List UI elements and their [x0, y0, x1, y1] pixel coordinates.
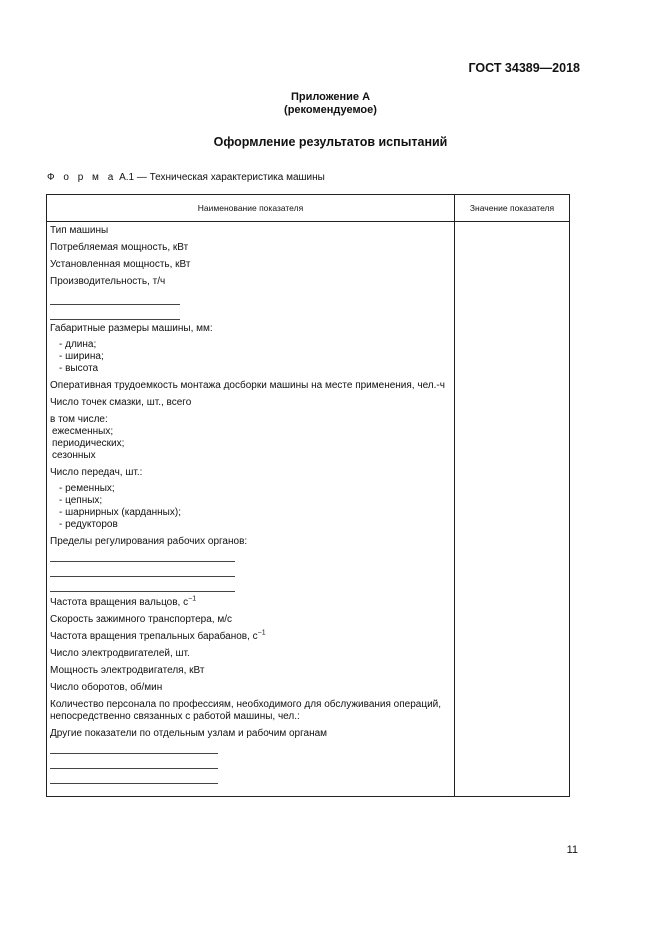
- table-header-row: [47, 195, 570, 222]
- section-title: Оформление результатов испытаний: [213, 135, 448, 149]
- dim-height: - высота: [59, 363, 99, 374]
- dim-width: - ширина;: [59, 351, 104, 362]
- roller-speed-label: Частота вращения вальцов, с: [50, 597, 189, 608]
- lube-periodic: периодических;: [52, 438, 125, 449]
- value-cell: [455, 222, 570, 797]
- row-power-consumed: Потребляемая мощность, кВт: [50, 242, 189, 253]
- row-limits: Пределы регулирования рабочих органов:: [50, 536, 248, 547]
- row-other: Другие показатели по отдельным узлам и рабочим органам: [50, 728, 328, 739]
- row-conveyor-speed: Скорость зажимного транспортера, м/с: [50, 614, 233, 625]
- blank-line: [50, 772, 218, 784]
- row-drum-speed: [50, 631, 454, 643]
- blank-line: [50, 550, 235, 562]
- row-staff: Количество персонала по профессиям, необходимого для обслуживания операций, непосредственно связанных с работой машины, чел.:: [50, 699, 442, 722]
- blank-line: [50, 293, 180, 305]
- drum-speed-exponent: −1: [257, 629, 266, 637]
- form-number: А.1 — Техническая характеристика машины: [119, 172, 325, 183]
- standard-number: ГОСТ 34389—2018: [468, 61, 580, 75]
- row-assembly: Оперативная трудоемкость монтажа досборки машины на месте применения, чел.-ч: [50, 380, 445, 391]
- gear-belt: - ременных;: [59, 483, 115, 494]
- roller-speed-exponent: −1: [188, 595, 197, 603]
- row-motor-power: Мощность электродвигателя, кВт: [50, 665, 205, 676]
- row-gears: Число передач, шт.:: [50, 467, 143, 478]
- lube-monthly: ежесменных;: [52, 426, 114, 437]
- gears-list: [50, 483, 454, 531]
- spec-table: [46, 194, 570, 797]
- row-motors: Число электродвигателей, шт.: [50, 648, 190, 659]
- blank-line: [50, 565, 235, 577]
- row-power-installed: Установленная мощность, кВт: [50, 259, 191, 270]
- table-body-row: [47, 222, 570, 797]
- row-incl: в том числе:: [50, 414, 108, 425]
- blank-line: [50, 742, 218, 754]
- row-dimensions: Габаритные размеры машины, мм:: [50, 323, 213, 334]
- gear-reducer: - редукторов: [59, 519, 118, 530]
- row-type: Тип машины: [50, 225, 109, 236]
- page-number: 11: [566, 844, 578, 856]
- row-roller-speed: [50, 597, 454, 609]
- gear-hinge: - шарнирных (карданных);: [59, 507, 181, 518]
- dim-length: - длина;: [59, 339, 97, 350]
- drum-speed-label: Частота вращения трепальных барабанов, с: [50, 631, 258, 642]
- gear-chain: - цепных;: [59, 495, 103, 506]
- blank-line: [50, 308, 180, 320]
- row-rpm: Число оборотов, об/мин: [50, 682, 163, 693]
- param-cell: [47, 222, 455, 797]
- appendix-status: (рекомендуемое): [284, 104, 377, 116]
- lube-seasonal: сезонных: [52, 450, 96, 461]
- appendix-title: Приложение А: [290, 91, 371, 103]
- row-productivity: Производительность, т/ч: [50, 276, 166, 287]
- header-value: Значение показателя: [455, 195, 570, 222]
- row-lube-points: Число точек смазки, шт., всего: [50, 397, 192, 408]
- form-word: Ф о р м а: [47, 172, 117, 183]
- appendix-heading: [0, 91, 661, 117]
- blank-line: [50, 757, 218, 769]
- blank-line: [50, 580, 235, 592]
- dimensions-list: [50, 339, 454, 375]
- lube-breakdown: [50, 414, 454, 462]
- header-param: Наименование показателя: [47, 195, 455, 222]
- form-caption: [47, 172, 325, 183]
